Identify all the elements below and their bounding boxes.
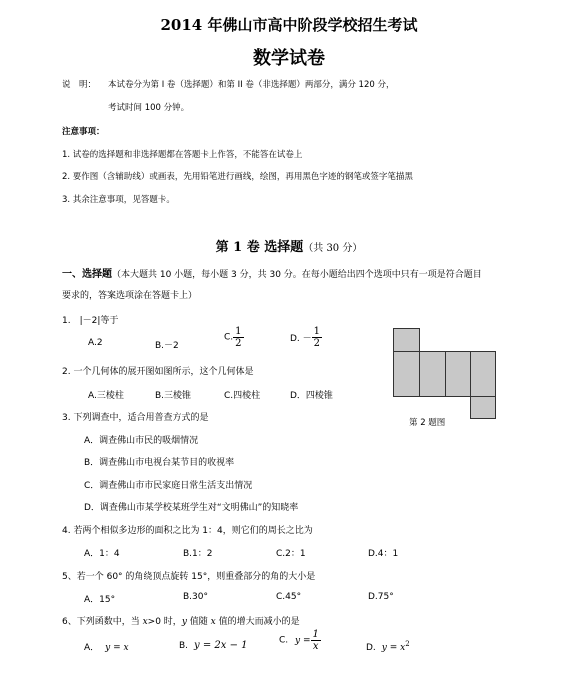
attention-item-3: 3. 其余注意事项，见答题卡。: [62, 195, 175, 205]
section-points: （共 30 分）: [303, 243, 363, 254]
net-bottom-square: [470, 396, 496, 419]
q3-option-d: D．调查佛山市某学校某班学生对“文明佛山”的知晓率: [84, 503, 299, 513]
q3-option-b: B．调查佛山市电视台某节目的收视率: [84, 458, 235, 468]
q1-option-b: B.－2: [155, 341, 179, 351]
q1-option-d: D. － $\frac{1}{2}$: [290, 326, 321, 349]
part-one-desc-1: （本大题共 10 小题，每小题 3 分，共 30 分。在每小题给出四个选项中只有一项是符合题目: [112, 270, 482, 280]
q4-option-a: A．1：4: [84, 549, 120, 559]
q2-option-a: A.三棱柱: [88, 391, 124, 401]
q4-option-d: D.4：1: [368, 549, 399, 559]
exam-subtitle: 数学试卷: [253, 48, 325, 69]
exam-title: 2014 年佛山市高中阶段学校招生考试: [160, 16, 418, 34]
attention-heading: 注意事项：: [62, 127, 105, 137]
q3-stem: 3. 下列调查中，适合用普查方式的是: [62, 413, 209, 423]
q6-c-fraction: $\frac{1}{x}$: [312, 629, 319, 652]
part-one-line-1: [62, 265, 482, 280]
q2-stem: 2. 一个几何体的展开图如图所示，这个几何体是: [62, 367, 254, 377]
part-one-desc-2: 要求的，答案选项涂在答题卡上）: [62, 291, 198, 301]
q2-option-b: B.三棱锥: [155, 391, 192, 401]
q6-stem: 6、下列函数中，当 x>0 时，y 值随 x 值的增大而减小的是: [62, 617, 300, 627]
q6-option-a: A． y = x: [84, 643, 129, 653]
q1-option-a: A.2: [88, 338, 103, 348]
q5-option-b: B.30°: [183, 592, 208, 602]
notes-line-2: 考试时间 100 分钟。: [108, 103, 190, 113]
q3-option-a: A．调查佛山市民的吸烟情况: [84, 436, 199, 446]
q1-d-fraction: $\frac{1}{2}$: [313, 326, 321, 349]
q3-option-c: C．调查佛山市市民家庭日常生活支出情况: [84, 481, 253, 491]
notes-label: 说 明：: [62, 80, 97, 90]
part-one-heading: 一、选择题: [62, 269, 112, 280]
q2-option-d: D．四棱锥: [290, 391, 333, 401]
attention-item-2: 2. 要作图（含辅助线）或画表，先用铅笔进行画线，绘图，再用黑色字迹的钢笔或签字笔描黑: [62, 172, 413, 182]
q2-option-c: C.四棱柱: [224, 391, 261, 401]
section-title: 第 1 卷 选择题: [215, 240, 304, 255]
q4-option-c: C.2：1: [276, 549, 306, 559]
net-face-2: [419, 351, 446, 397]
q2-figure-caption: 第 2 题图: [409, 418, 446, 428]
net-face-1: [393, 351, 420, 397]
q4-option-b: B.1：2: [183, 549, 213, 559]
q1-stem: 1. |－2|等于: [62, 316, 119, 326]
net-face-3: [445, 351, 471, 397]
q1-option-c: C. $\frac{1}{2}$: [224, 326, 242, 349]
q5-option-d: D.75°: [368, 592, 394, 602]
q1-c-fraction: $\frac{1}{2}$: [235, 326, 242, 349]
q4-stem: 4. 若两个相似多边形的面积之比为 1：4，则它们的周长之比为: [62, 526, 313, 536]
section-heading: [0, 236, 578, 255]
q6-option-b: B. y = 2x − 1: [179, 640, 248, 651]
q6-option-c: C. y = $\frac{1}{x}$: [279, 629, 319, 652]
attention-item-1: 1. 试卷的选择题和非选择题都在答题卡上作答，不能答在试卷上: [62, 150, 303, 160]
q5-option-c: C.45°: [276, 592, 302, 602]
net-face-4: [470, 351, 496, 397]
q6-option-d: D. $y = x^2$: [366, 640, 410, 653]
notes-line-1: 本试卷分为第 I 卷（选择题）和第 II 卷（非选择题）两部分，满分 120 分，: [108, 80, 395, 90]
net-top-square: [393, 328, 420, 352]
q5-stem: 5、若一个 60° 的角绕顶点旋转 15°，则重叠部分的角的大小是: [62, 572, 316, 582]
q5-option-a: A．15°: [84, 595, 116, 605]
